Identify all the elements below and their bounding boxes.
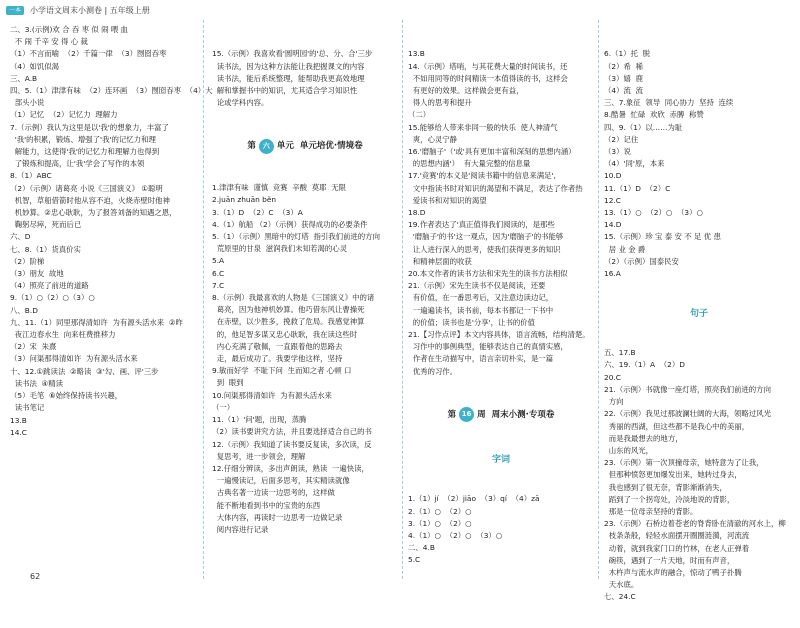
answer-line: 三、7.象征 领导 同心协力 坚持 连续 <box>604 98 734 108</box>
answer-line: 2.juān zhuān běn <box>212 195 277 205</box>
column-divider <box>598 20 599 579</box>
answer-line: 鞠躬尽瘁，死而后已 <box>10 220 82 230</box>
answer-line: 枝条条般，轻轻水面摆开圈圈涟漪，河流流 <box>604 531 750 541</box>
answer-line: 有更好的效果。这样做会更有益， <box>408 86 524 96</box>
answer-line: 但那种愤怒更加爆发出来，她转过身去， <box>604 470 742 480</box>
answer-line: 2.（1）○ （2）○ <box>408 506 472 516</box>
answer-line: 10.问渠那得清如许 为有源头活水来 <box>212 390 332 400</box>
answer-line: 15.（示例）珍 宝 泰 安 不 足 优 患 <box>604 232 721 242</box>
answer-line: 12.仔细分辨读，多出声朗读，熟读 一遍快读， <box>212 463 369 473</box>
unit-title: 单元 单元培优·情境卷 <box>276 141 363 152</box>
answer-line: 12.（示例）我知道了读书要反复读，多次读，反 <box>212 439 372 449</box>
answer-line: 16.A <box>604 269 621 279</box>
answer-line: 15.（示例）我喜欢看'圆明园'的'总、分、合'三步 <box>212 49 373 59</box>
week-heading: 第 16 周 周末小测·专项卷 <box>408 407 594 422</box>
answer-line: 五、17.B <box>604 348 636 358</box>
answer-line: 读书笔记 <box>10 403 45 413</box>
answer-line: 到 眼到 <box>212 378 244 388</box>
answer-column-1 <box>10 24 213 439</box>
answer-line: （2）（示例）诸葛亮 小说《三国演义》 ①聪明 <box>10 183 163 193</box>
answer-line: 8.（示例）我最喜欢的人物是《三国演义》中的诸 <box>212 293 375 303</box>
answer-line: 22.（示例）我见过那波澜壮阔的大海，领略过风光 <box>604 409 771 419</box>
answer-line: '磨脑子'的书'这一观点，因为'磨脑子'的书能够 <box>408 232 564 242</box>
answer-line: 部头小说 <box>10 98 45 108</box>
answer-line: 爽，心灵宁静 <box>408 134 458 144</box>
answer-line: 动着，就到我家门口的竹林，在老人正弹着 <box>604 543 750 553</box>
answer-line: （4）流 流 <box>604 86 643 96</box>
answer-line: 居 业 金 爵 <box>604 244 646 254</box>
week-number-badge: 16 <box>459 407 474 422</box>
answer-line: 4.（1）○ （2）○ （3）○ <box>408 530 503 540</box>
answer-line: 17.'竞赛'的本义是'阅读书籍中的信息来满足', <box>408 171 556 181</box>
answer-line: 14.C <box>10 427 27 437</box>
answer-line: 习作中的事例典型，能够表达自己的真情实感， <box>408 342 568 352</box>
answer-line: 19.作者表达了'真正值得我们阅读的，是那些 <box>408 220 555 230</box>
answer-line: 11.（1）'问'题，出现，蒸腾 <box>212 415 307 425</box>
answer-line: 读书法，因为这种方法能让我把握课文的内容 <box>212 61 365 71</box>
answer-line: 的，他足智多谋又忠心耿耿，我在读这些时 <box>212 329 358 339</box>
answer-line: 23.（示例）石桥边着苍老的脊背卧在清澈的河水上，柳 <box>604 519 786 529</box>
page-number: 62 <box>30 572 41 581</box>
answer-line: 复思考，进一步领会，理解 <box>212 451 306 461</box>
answer-line: 七、24.C <box>604 592 636 602</box>
answer-line: 机智，草船借箭时他从容不迫，火烧赤壁时他神 <box>10 195 170 205</box>
answer-line: （5）毛笔 ⑥始终保持读书兴趣， <box>10 391 123 401</box>
answer-line: 解能力，这使得'我'的记忆力和理解力也得到 <box>10 147 160 157</box>
answer-line: 18.D <box>408 208 426 218</box>
answer-line: 二、4.B <box>408 543 435 553</box>
answer-line: （2）宋 朱熹 <box>10 342 57 352</box>
answer-column-3 <box>408 24 594 591</box>
answer-line: 4.（1）航船 （2）（示例）获得成功的必要条件 <box>212 219 368 229</box>
answer-line: 15.能够给人带来非同一般的快乐 使人神清气 <box>408 122 558 132</box>
answer-line: 作者在生动描写中，语言亲切朴实，是一篇 <box>408 354 554 364</box>
answer-line: 四、5.（1）津津有味 （2）连环画 （3）囫囵吞枣 （4）大 <box>10 86 213 96</box>
answer-line: 文中指读书时对知识的渴望和不满足，表达了作者热 <box>408 183 583 193</box>
answer-line: 不如用同等的时间精读一本值得读的书，这样会 <box>408 73 568 83</box>
answer-line: 山东的风光， <box>604 445 654 455</box>
answer-column-2 <box>212 24 398 561</box>
answer-line: 走，最后成功了。我要学他这样，坚持 <box>212 354 343 364</box>
answer-line: 秀丽的西湖，但这些都不是我心中的美丽， <box>604 421 750 431</box>
answer-line: 读书法 ④精读 <box>10 378 63 388</box>
answer-line: 七、8.（1）货真价实 <box>10 244 81 254</box>
answer-line: 古典名著一边读一边思考的，这样做 <box>212 488 335 498</box>
answer-line: （2）记住 <box>604 134 639 144</box>
answer-line: 21.【习作点评】本文内容具体，语言流畅，结构清楚。 <box>408 330 590 340</box>
answer-line: 9.（1）○（2）○（3）○ <box>10 293 95 303</box>
answer-line: （3）问渠那得清如许 为有源头活水来 <box>10 354 138 364</box>
answer-line: 8.（1）ABC <box>10 171 52 181</box>
answer-line: 20.C <box>604 372 621 382</box>
answer-line: 优秀的习作。 <box>408 366 458 376</box>
answer-line: 夜江边春水生 向来枉费推移力 <box>10 330 116 340</box>
unit-number-badge: 六 <box>259 139 274 154</box>
answer-line: 14.（示例）塔哨，与其花费大量的时间读书，还 <box>408 61 568 71</box>
answer-line: 7.（示例）我认为这里是以'我'的想象力，丰富了 <box>10 122 169 132</box>
answer-line: 方向 <box>604 397 624 407</box>
answer-line: 得人的思考和提升 <box>408 98 472 108</box>
answer-line: 爱读书和对知识的渴望 <box>408 195 487 205</box>
answer-line: 的思想内涵'） 有大量完整的信息量 <box>408 159 531 169</box>
answer-line: 葛亮，因为他神机妙算。他巧借东风让曹操死 <box>212 305 365 315</box>
answer-line: 13.（1）○ （2）○ （3）○ <box>604 208 703 218</box>
answer-line: 1.（1）jí （2）jiāo （3）qí （4）zā <box>408 494 540 504</box>
answer-line: 21.（示例）书就像一座灯塔，照亮我们前进的方向 <box>604 384 771 394</box>
answer-line: 和精神层面的收获 <box>408 256 472 266</box>
answer-line: 10.D <box>604 171 622 181</box>
answer-line: 5.A <box>212 256 225 266</box>
answer-line: 能不断地看到书中的宝贵的东西 <box>212 500 321 510</box>
answer-line: （2）阶梯 <box>10 256 45 266</box>
answer-line: 二、3.(示例)欢 合 吞 枣 似 闹 喂 血 <box>10 25 128 34</box>
answer-line: （3）说 <box>604 147 631 157</box>
answer-line: 解和掌握书中的知识，尤其适合学习知识性 <box>212 86 358 96</box>
answer-line: （2）读书要讲究方法，并且要选择适合自己的书 <box>212 427 372 437</box>
answer-line: （一） <box>212 402 235 412</box>
answer-line: 13.B <box>10 415 27 425</box>
answer-line: 9.敏而好学 不耻下问 生而知之者 心顿 口 <box>212 366 352 376</box>
book-title: 小学语文周末小测卷 | 五年级上册 <box>30 5 150 15</box>
answer-line: 而是我最想去的地方， <box>604 433 683 443</box>
brand-logo: 一本 <box>6 6 24 15</box>
answer-line: （2）希 稀 <box>604 61 643 71</box>
answer-line: 三、A.B <box>10 73 38 83</box>
answer-line: 5.（1）（示例）黑暗中的灯塔 指引我们前进的方向 <box>212 232 380 242</box>
answer-line: 8.酷暑 忙碌 欢欣 赤膊 称赞 <box>604 110 704 120</box>
answer-line: 5.C <box>408 555 421 565</box>
answer-line: 1.津津有味 谨慎 竞赛 辛酸 莫耶 无限 <box>212 183 347 193</box>
answer-line: 20.本文作者的读书方法和宋先生的读书方法相似 <box>408 269 568 279</box>
answer-line: （3）嬉 鹿 <box>604 73 643 83</box>
answer-line: 12.C <box>604 195 621 205</box>
answer-line: 在赤壁，以少胜多，挽救了危局。我感觉神算 <box>212 317 365 327</box>
column-divider <box>402 20 403 579</box>
column-divider <box>203 20 204 579</box>
answer-line: 蹈到了一个拐弯处，冷淡地说的背影， <box>604 494 735 504</box>
answer-line: 16.'磨脑子'（'或'具有更加丰富和深刻的思想内涵） <box>408 147 576 157</box>
answer-line: 四、9.（1）以……为耻 <box>604 122 683 132</box>
answer-line: （4）照亮了前进的道路 <box>10 281 89 291</box>
answer-line: 了锻炼和提高，让'我'学会了写作的本领 <box>10 159 145 169</box>
answer-line: （4）'同'原，本来 <box>604 159 665 169</box>
answer-line: （3）朋友 故地 <box>10 269 64 279</box>
answer-line: 阅内容进行记录 <box>212 524 269 534</box>
answer-line: 荒原里的甘泉 滋润我们未知若渴的心灵 <box>212 244 348 254</box>
answer-line: 7.C <box>212 280 225 290</box>
answer-line: 6.C <box>212 268 225 278</box>
answer-line: 读书法，能后系统整理，能帮助我更高效地理 <box>212 73 365 83</box>
answer-line: 的价值；读书也是'分享'，让书的价值 <box>408 317 536 327</box>
answer-line: 大体内容，再读时一边思考一边做记录 <box>212 512 343 522</box>
answer-line: 天水底。 <box>604 580 639 590</box>
answer-line: 让人进行深入的思考，使我们获得更多的知识 <box>408 244 561 254</box>
answer-line: 九、11.（1）同里那得清如许 为有源头活水来 ②昨 <box>10 317 183 327</box>
answer-line: 3.（1）○ （2）○ <box>408 518 472 528</box>
section-title-sentences: 句子 <box>689 308 708 319</box>
answer-line: 那是一位母亲坚持的背影。 <box>604 506 698 516</box>
answer-line: 23.（示例）第一次顶撞母亲，她特意为了让我， <box>604 458 764 468</box>
unit-heading: 第 六 单元 单元培优·情境卷 <box>212 139 398 154</box>
answer-line: 六、19.（1）A （2）D <box>604 360 685 370</box>
answer-line: 13.B <box>408 49 425 59</box>
answer-line: 一遍慢读记，后面多思考，其实精读就像 <box>212 476 350 486</box>
answer-line: 不 闹 千辛 安 得 心 裁 <box>10 37 88 47</box>
answer-line: 十、12.①跳读法 ②略读 ③'勾、画、评'三步 <box>10 366 159 376</box>
answer-line: （1）不言而喻 （2）千篇一律 （3）囫囵吞枣 <box>10 49 167 59</box>
answer-line: 论或学科内容。 <box>212 98 269 108</box>
answer-line: 八、B.D <box>10 305 38 315</box>
answer-line: 6.（1）托 脱 <box>604 49 651 59</box>
answer-line: 内心充满了敬佩，一直跟着他的思路去 <box>212 341 343 351</box>
answer-line: 3.（1）D （2）C （3）A <box>212 207 303 217</box>
answer-column-4 <box>604 24 794 628</box>
answer-line: 机妙算。②忠心耿耿，为了报答刘备的知遇之恩， <box>10 208 177 218</box>
answer-line: 一遍遍读书，读书前，每本书都记一下书中 <box>408 305 554 315</box>
answer-line: 21.（示例）宋先生读书不仅是阅读，还要 <box>408 281 546 291</box>
answer-line: （1）记忆 （2）记忆力 理解力 <box>10 110 118 120</box>
answer-line: 碗筷，遇到了一片天地，时而有声音， <box>604 555 735 565</box>
answer-line: 有价值，在一番思考后，又注意边读边记， <box>408 293 554 303</box>
answer-line: 木杵声与流水声的融合，惊动了鸭子扑腾 <box>604 567 742 577</box>
answer-line: 我也感到了很无奈，背影渐渐消失， <box>604 482 727 492</box>
answer-line: 六、D <box>10 232 31 242</box>
answer-line: 14.D <box>604 220 622 230</box>
page-header <box>6 3 150 17</box>
answer-line: （二） <box>408 110 431 120</box>
week-title: 周 周末小测·专项卷 <box>477 409 555 420</box>
answer-line: 11.（1）D （2）C <box>604 183 671 193</box>
answer-line: '我'的积累，锻炼、增强了'我'的记忆力和理 <box>10 134 156 144</box>
answer-line: （4）如饥似渴 <box>10 61 60 71</box>
section-title-words: 字词 <box>491 454 510 465</box>
answer-line: （2）（示例）国泰民安 <box>604 256 679 266</box>
